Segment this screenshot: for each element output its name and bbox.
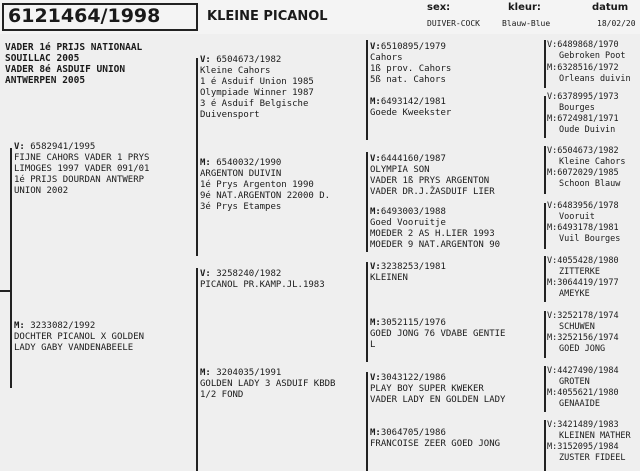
entry-name: GENAAIDE: [559, 398, 600, 409]
gen3-entry: [370, 42, 451, 86]
entry-tag: V:: [370, 373, 381, 383]
entry-ring: 4055428/1980: [557, 256, 619, 266]
dam-ring: 3233082/1992: [30, 321, 96, 331]
entry-name: GOED JONG: [559, 343, 606, 354]
bracket-gen3-2: [366, 152, 368, 252]
entry-ring: 3064419/1977: [557, 278, 619, 288]
gen2-entry: [200, 158, 330, 213]
gen4-entry: [547, 366, 619, 387]
entry-ring: 6504673/1982: [557, 146, 619, 156]
entry-tag: V:: [370, 262, 381, 272]
entry-note: KLEINEN: [370, 273, 408, 283]
entry-ring: 3064705/1986: [380, 428, 446, 438]
entry-note: 3 é Asduif Belgische: [200, 99, 309, 109]
entry-ring: 3258240/1982: [216, 269, 282, 279]
entry-name: Vuil Bourges: [559, 233, 621, 244]
entry-tag: V:: [200, 55, 211, 65]
gen4-entry: [547, 333, 619, 354]
sex-value: DUIVER-COCK: [427, 19, 480, 28]
entry-ring: 6493142/1981: [380, 97, 446, 107]
entry-ring: 3238253/1981: [380, 262, 446, 272]
bracket-gen4: [544, 311, 546, 358]
entry-note: Olympiade Winner 1987: [200, 88, 314, 98]
dam-tag: M:: [14, 321, 25, 331]
bracket-gen4: [544, 256, 546, 302]
entry-note: PICANOL PR.KAMP.JL.1983: [200, 280, 325, 290]
entry-tag: M:: [547, 278, 558, 288]
entry-note: VADER LADY EN GOLDEN LADY: [370, 395, 506, 405]
entry-tag: M:: [370, 97, 381, 107]
subject-ring-number: 6121464/1998: [8, 5, 161, 27]
entry-note: Kleine Cahors: [200, 66, 271, 76]
gen3-entry: [370, 97, 451, 119]
entry-ring: 6489868/1970: [557, 40, 619, 50]
entry-name: ZUSTER FIDEEL: [559, 452, 626, 463]
entry-note: 9é NAT.ARGENTON 22000 D.: [200, 191, 331, 201]
gen4-entry: [547, 311, 619, 332]
subject-name: KLEINE PICANOL: [207, 9, 328, 24]
entry-ring: 6493178/1981: [557, 223, 619, 233]
bracket-gen4: [544, 203, 546, 249]
entry-name: AMEYKE: [559, 288, 590, 299]
entry-tag: V:: [547, 420, 558, 430]
entry-note: OLYMPIA SON: [370, 165, 430, 175]
entry-tag: M:: [547, 388, 558, 398]
entry-ring: 3252156/1974: [557, 333, 619, 343]
bracket-gen4: [544, 420, 546, 471]
sire-note: UNION 2002: [14, 186, 69, 196]
bracket-gen2-lower: [196, 268, 198, 471]
gen3-entry: [370, 318, 505, 351]
entry-ring: 6493003/1988: [380, 207, 446, 217]
entry-ring: 3043122/1986: [380, 373, 446, 383]
entry-tag: M:: [547, 333, 558, 343]
gen4-entry: [547, 40, 626, 61]
entry-ring: 6504673/1982: [216, 55, 282, 65]
entry-note: L: [370, 340, 376, 350]
bracket-gen2-upper: [196, 58, 198, 256]
entry-name: KLEINEN MATHER: [559, 430, 631, 441]
gen4-entry: [547, 63, 631, 84]
gen4-entry: [547, 442, 626, 463]
entry-note: 3é Prys Etampes: [200, 202, 282, 212]
entry-ring: 6328516/1972: [557, 63, 619, 73]
entry-tag: V:: [547, 92, 558, 102]
gen1-dam: [14, 321, 144, 354]
gen3-entry: [370, 262, 446, 284]
entry-ring: 3252178/1974: [557, 311, 619, 321]
bracket-gen4: [544, 366, 546, 412]
entry-ring: 3421489/1983: [557, 420, 619, 430]
bracket-gen1-tick: [0, 290, 10, 292]
entry-ring: 6724981/1971: [557, 114, 619, 124]
gen3-entry: [370, 373, 505, 406]
entry-note: 1 é Asduif Union 1985: [200, 77, 314, 87]
sire-note: FIJNE CAHORS VADER 1 PRYS: [14, 153, 150, 163]
entry-tag: V:: [547, 256, 558, 266]
entry-name: Vooruit: [559, 211, 595, 222]
entry-ring: 6483956/1978: [557, 201, 619, 211]
sire-note: LIMOGES 1997 VADER 091/01: [14, 164, 150, 174]
entry-ring: 6510895/1979: [380, 42, 446, 52]
entry-tag: M:: [200, 368, 211, 378]
kleur-value: Blauw-Blue: [502, 19, 551, 28]
entry-note: VADER DR.J.ŽASDUIF LIER: [370, 187, 495, 197]
gen4-entry: [547, 168, 620, 189]
entry-name: Kleine Cahors: [559, 156, 626, 167]
gen4-entry: [547, 114, 619, 135]
entry-ring: 6072029/1985: [557, 168, 619, 178]
entry-tag: V:: [547, 146, 558, 156]
entry-note: FRANCOISE ZEER GOED JONG: [370, 439, 501, 449]
entry-note: 5ß nat. Cahors: [370, 75, 446, 85]
entry-note: Cahors: [370, 53, 403, 63]
entry-tag: M:: [200, 158, 211, 168]
entry-note: PLAY BOY SUPER KWEKER: [370, 384, 484, 394]
entry-tag: V:: [370, 154, 381, 164]
entry-note: VADER 1ß PRYS ARGENTON: [370, 176, 490, 186]
bracket-gen3-1: [366, 40, 368, 140]
entry-tag: M:: [547, 114, 558, 124]
gen3-entry: [370, 207, 500, 251]
kleur-label: kleur:: [508, 2, 541, 13]
entry-ring: 3052115/1976: [380, 318, 446, 328]
gen2-entry: [200, 55, 314, 121]
entry-note: Goede Kweekster: [370, 108, 452, 118]
entry-note: 1/2 FOND: [200, 390, 244, 400]
bracket-gen4: [544, 96, 546, 138]
gen4-entry: [547, 388, 619, 409]
datum-label: datum: [592, 2, 629, 13]
bracket-gen3-3: [366, 262, 368, 362]
entry-name: Gebroken Poot: [559, 50, 626, 61]
entry-name: Orleans duivin: [559, 73, 631, 84]
gen3-entry: [370, 154, 495, 198]
entry-ring: 6540032/1990: [216, 158, 282, 168]
gen3-entry: [370, 428, 500, 450]
entry-name: Schoon Blauw: [559, 178, 621, 189]
entry-name: SCHUWEN: [559, 321, 595, 332]
bracket-gen4: [544, 40, 546, 88]
entry-note: MOEDER 9 NAT.ARGENTON 90: [370, 240, 501, 250]
entry-tag: M:: [370, 428, 381, 438]
bracket-gen1: [10, 148, 12, 388]
entry-tag: V:: [547, 201, 558, 211]
gen4-entry: [547, 278, 619, 299]
entry-ring: 3204035/1991: [216, 368, 282, 378]
entry-tag: V:: [370, 42, 381, 52]
entry-ring: 6444160/1987: [380, 154, 446, 164]
dam-note: LADY GABY VANDENABEELE: [14, 343, 134, 353]
entry-name: Bourges: [559, 102, 595, 113]
dam-note: DOCHTER PICANOL X GOLDEN: [14, 332, 145, 342]
sex-label: sex:: [427, 2, 451, 13]
gen1-sire: [14, 142, 149, 197]
entry-tag: V:: [200, 269, 211, 279]
gen4-entry: [547, 146, 626, 167]
entry-note: ARGENTON DUIVIN: [200, 169, 282, 179]
entry-ring: 4427490/1984: [557, 366, 619, 376]
datum-value: 18/02/20: [597, 19, 636, 28]
entry-note: MOEDER 2 AS H.LIER 1993: [370, 229, 495, 239]
gen4-entry: [547, 420, 631, 441]
entry-name: ZITTERKE: [559, 266, 600, 277]
bracket-gen3-4: [366, 372, 368, 471]
subject-note: VADER 1é PRIJS NATIONAAL: [5, 42, 143, 53]
entry-tag: V:: [547, 366, 558, 376]
entry-note: GOLDEN LADY 3 ASDUIF KBDB: [200, 379, 336, 389]
entry-note: 1é Prys Argenton 1990: [200, 180, 314, 190]
entry-tag: M:: [547, 223, 558, 233]
entry-tag: M:: [547, 168, 558, 178]
entry-note: Duivensport: [200, 110, 260, 120]
entry-name: Oude Duivin: [559, 124, 616, 135]
entry-ring: 6378995/1973: [557, 92, 619, 102]
sire-note: 1é PRIJS DOURDAN ANTWERP: [14, 175, 145, 185]
gen4-entry: [547, 256, 619, 277]
entry-ring: 4055621/1980: [557, 388, 619, 398]
entry-tag: M:: [370, 318, 381, 328]
entry-note: Goed Vooruitje: [370, 218, 446, 228]
subject-notes: [5, 42, 142, 86]
gen4-entry: [547, 201, 619, 222]
entry-note: 1ß prov. Cahors: [370, 64, 452, 74]
entry-tag: V:: [547, 40, 558, 50]
subject-note: ANTWERPEN 2005: [5, 75, 86, 86]
entry-ring: 3152095/1984: [557, 442, 619, 452]
gen2-entry: [200, 368, 335, 401]
gen4-entry: [547, 92, 619, 113]
subject-note: SOUILLAC 2005: [5, 53, 80, 64]
bracket-gen4: [544, 146, 546, 194]
entry-tag: V:: [547, 311, 558, 321]
entry-tag: M:: [547, 63, 558, 73]
gen4-entry: [547, 223, 620, 244]
subject-note: VADER 8é ASDUIF UNION: [5, 64, 126, 75]
entry-tag: M:: [547, 442, 558, 452]
sire-tag: V:: [14, 142, 25, 152]
entry-name: GROTEN: [559, 376, 590, 387]
gen2-entry: [200, 269, 325, 291]
entry-tag: M:: [370, 207, 381, 217]
sire-ring: 6582941/1995: [30, 142, 96, 152]
entry-note: GOED JONG 76 VDABE GENTIE: [370, 329, 506, 339]
